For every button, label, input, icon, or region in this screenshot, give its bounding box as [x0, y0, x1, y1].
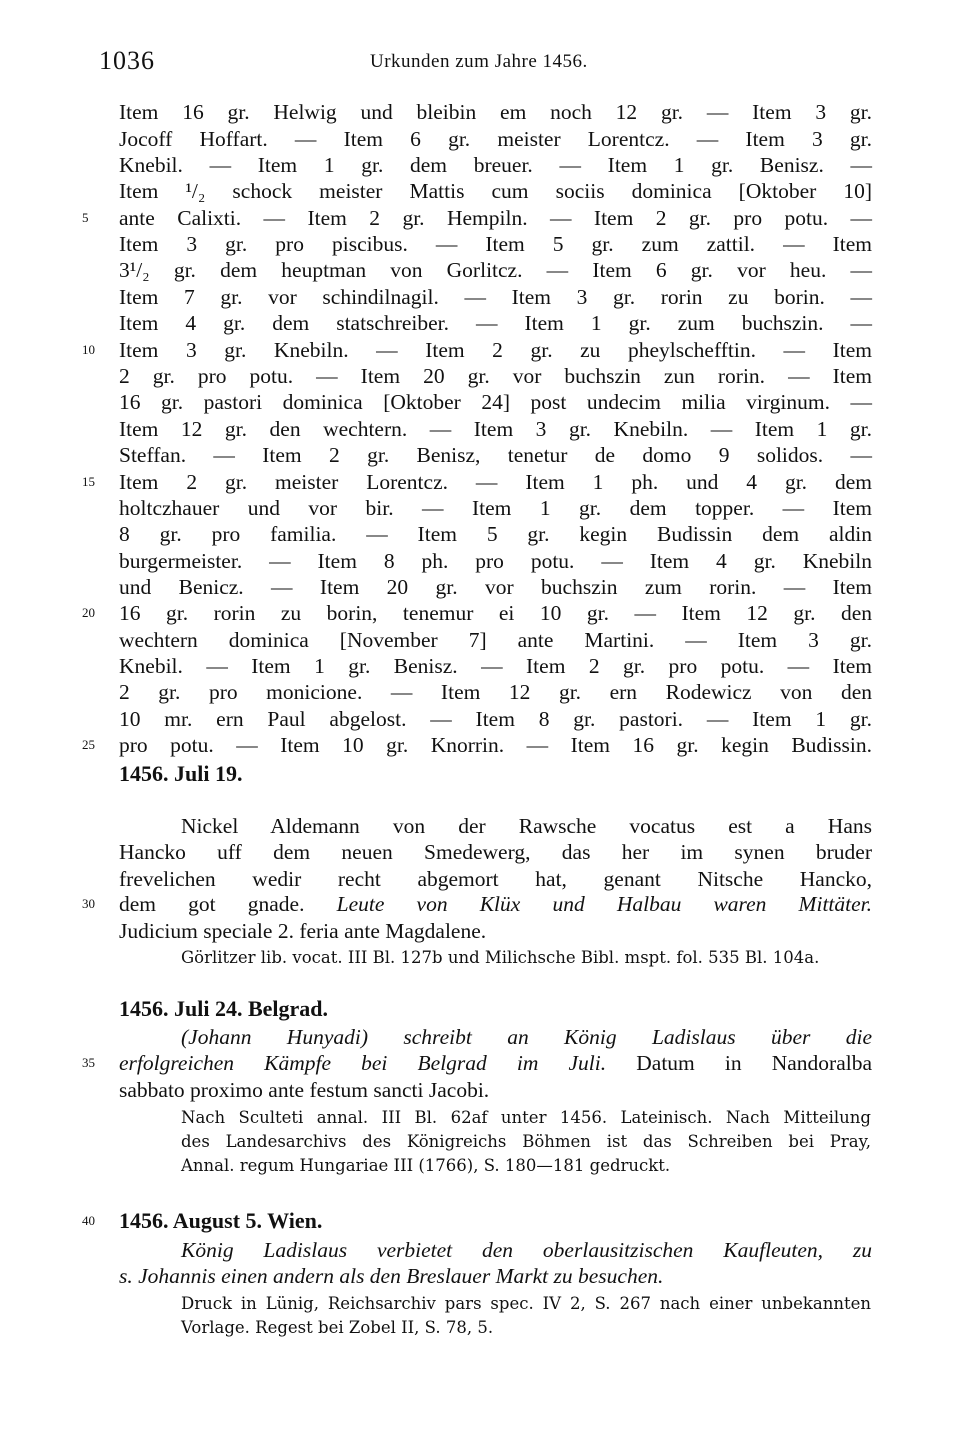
text-line: Judicium speciale 2. feria ante Magdalene. — [119, 919, 487, 943]
text-line: 16 gr. rorin zu borin, tenemur ei 10 gr. — Item 12 gr. den — [119, 601, 872, 625]
page-number: 1036 — [99, 46, 155, 75]
text-line: frevelichen wedir recht abgemort hat, genant Nitsche Hancko, — [119, 867, 872, 891]
text-line: burgermeister. — Item 8 ph. pro potu. — Item 4 gr. Knebiln — [119, 549, 872, 573]
text-line — [119, 891, 872, 917]
text-line: und Benicz. — Item 20 gr. vor buchszin zum rorin. — Item — [119, 575, 872, 599]
text-line: 2 gr. pro potu. — Item 20 gr. vor buchszin zun rorin. — Item — [119, 364, 872, 388]
text-line: wechtern dominica [November 7] ante Martini. — Item 3 gr. — [119, 628, 872, 652]
line-number: 35 — [82, 1055, 95, 1070]
source-note: Görlitzer lib. vocat. III Bl. 127b und Milichsche Bibl. mspt. fol. 535 Bl. 104a. — [181, 948, 820, 967]
line-number: 30 — [82, 896, 95, 911]
text-line — [119, 1050, 872, 1076]
text-line: Knebil. — Item 1 gr. Benisz. — Item 2 gr. pro potu. — Item — [119, 654, 872, 678]
text-italic: erfolgreichen Kämpfe bei Belgrad im Juli. — [119, 1051, 607, 1075]
entry-date-text: 1456. August 5. — [119, 1208, 263, 1233]
text-line: Knebil. — Item 1 gr. dem breuer. — Item 1 gr. Benisz. — — [119, 153, 872, 177]
entry-date: 1456. Juli 19. — [119, 761, 243, 786]
entry-date — [119, 1208, 322, 1234]
source-note: Annal. regum Hungariae III (1766), S. 180—181 gedruckt. — [181, 1156, 671, 1175]
source-note: Druck in Lünig, Reichsarchiv pars spec. IV 2, S. 267 nach einer unbekannten — [181, 1294, 871, 1313]
text-line: Steffan. — Item 2 gr. Benisz, tenetur de domo 9 solidos. — — [119, 443, 872, 467]
text-line: Item 4 gr. dem statschreiber. — Item 1 gr. zum buchszin. — — [119, 311, 872, 335]
entry-date — [119, 996, 328, 1022]
text-line: König Ladislaus verbietet den oberlausitzischen Kaufleuten, zu — [181, 1238, 872, 1262]
text-line: sabbato proximo ante festum sancti Jacobi. — [119, 1078, 490, 1102]
text-line: 2 gr. pro monicione. — Item 12 gr. ern Rodewicz von den — [119, 680, 872, 704]
line-number: 5 — [82, 210, 89, 225]
text-line: Item 3 gr. Knebiln. — Item 2 gr. zu pheylschefftin. — Item — [119, 338, 872, 362]
line-number: 20 — [82, 605, 95, 620]
text-italic: Leute von Klüx und Halbau waren Mittäter. — [336, 892, 873, 916]
entry-place: Wien. — [267, 1208, 323, 1233]
text-line: Item 16 gr. Helwig und bleibin em noch 12 gr. — Item 3 gr. — [119, 100, 872, 124]
line-number: 10 — [82, 342, 95, 357]
text-line: Nickel Aldemann von der Rawsche vocatus est a Hans — [181, 814, 872, 838]
text-line: 16 gr. pastori dominica [Oktober 24] post undecim milia virginum. — — [119, 390, 872, 414]
text-line: Item 3 gr. pro piscibus. — Item 5 gr. zum zattil. — Item — [119, 232, 872, 256]
text-line: Jocoff Hoffart. — Item 6 gr. meister Lorentcz. — Item 3 gr. — [119, 127, 872, 151]
text-line: 3¹/₂ gr. dem heuptman von Gorlitcz. — Item 6 gr. vor heu. — — [119, 258, 872, 282]
source-note: Nach Sculteti annal. III Bl. 62af unter 1456. Lateinisch. Nach Mitteilung — [181, 1108, 871, 1127]
page-header — [0, 40, 960, 80]
text-line: s. Johannis einen andern als den Breslauer Markt zu besuchen. — [119, 1264, 664, 1288]
text-plain: dem got gnade. — [119, 892, 305, 916]
text-line: ante Calixti. — Item 2 gr. Hempiln. — Item 2 gr. pro potu. — — [119, 206, 872, 230]
text-line: pro potu. — Item 10 gr. Knorrin. — Item 16 gr. kegin Budissin. — [119, 733, 872, 757]
text-plain: Datum in Nandoralba — [636, 1051, 873, 1075]
text-line: Item 12 gr. den wechtern. — Item 3 gr. Knebiln. — Item 1 gr. — [119, 417, 872, 441]
entry-place: Belgrad. — [247, 996, 329, 1021]
source-note: des Landesarchivs des Königreichs Böhmen ist das Schreiben bei Pray, — [181, 1132, 871, 1151]
text-line: holtczhauer und vor bir. — Item 1 gr. dem topper. — Item — [119, 496, 872, 520]
text-line: Item ¹/₂ schock meister Mattis cum sociis dominica [Oktober 10] — [119, 179, 872, 203]
text-line: Hancko uff dem neuen Smedewerg, das her im synen bruder — [119, 840, 872, 864]
text-line: (Johann Hunyadi) schreibt an König Ladislaus über die — [181, 1025, 872, 1049]
text-line: Item 7 gr. vor schindilnagil. — Item 3 gr. rorin zu borin. — — [119, 285, 872, 309]
line-number: 15 — [82, 474, 95, 489]
text-line: Item 2 gr. meister Lorentcz. — Item 1 ph. und 4 gr. dem — [119, 470, 872, 494]
line-number: 25 — [82, 737, 95, 752]
entry-date-text: 1456. Juli 24. — [119, 996, 243, 1021]
text-line: 8 gr. pro familia. — Item 5 gr. kegin Budissin dem aldin — [119, 522, 872, 546]
source-note: Vorlage. Regest bei Zobel II, S. 78, 5. — [181, 1318, 494, 1337]
line-number: 40 — [82, 1213, 95, 1228]
running-title: Urkunden zum Jahre 1456. — [370, 51, 588, 72]
text-line: 10 mr. ern Paul abgelost. — Item 8 gr. pastori. — Item 1 gr. — [119, 707, 872, 731]
